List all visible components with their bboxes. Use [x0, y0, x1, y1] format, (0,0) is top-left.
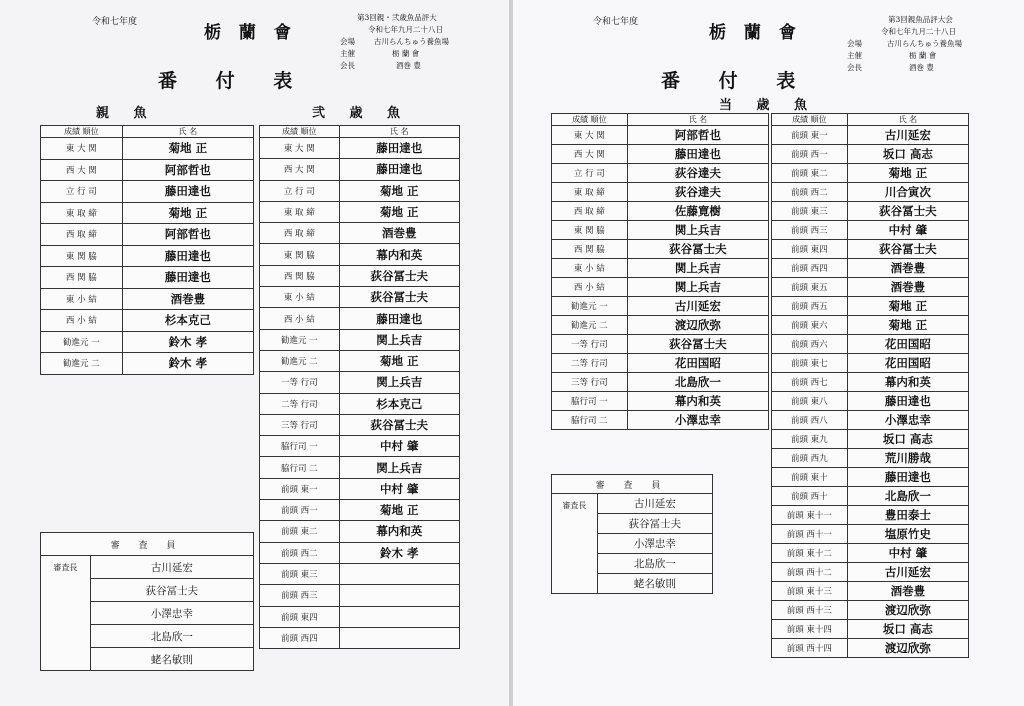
name-cell: 中村 肇 — [339, 478, 459, 499]
rank-cell: 立 行 司 — [260, 180, 340, 201]
name-cell: 菊地 正 — [847, 297, 968, 316]
name-cell: 鈴木 孝 — [122, 353, 253, 375]
name-cell: 阿部哲也 — [122, 159, 253, 181]
name-cell — [339, 585, 459, 606]
chair: 酒巻 豊 — [396, 61, 421, 70]
ranking-row — [552, 354, 769, 373]
name-cell: 北島欣一 — [847, 487, 968, 506]
chief-judge-label: 審査長 — [41, 556, 91, 671]
ranking-row — [260, 542, 460, 563]
host: 栃 蘭 會 — [909, 51, 937, 60]
ranking-row — [552, 259, 769, 278]
name-cell: 花田国昭 — [627, 354, 768, 373]
rank-cell: 前頭 西一 — [260, 500, 340, 521]
ranking-row — [260, 372, 460, 393]
name-cell: 北島欣一 — [627, 373, 768, 392]
name-cell: 菊地 正 — [122, 138, 253, 160]
ranking-row — [260, 414, 460, 435]
nisai-section-title: 弐 歳 魚 — [312, 106, 411, 121]
rank-cell: 西 大 関 — [552, 145, 628, 164]
judge-name: 北島欣一 — [597, 554, 712, 574]
name-cell: 渡辺欣弥 — [627, 316, 768, 335]
ranking-row — [772, 202, 969, 221]
rank-cell: 東 関 脇 — [260, 244, 340, 265]
name-cell: 藤田達也 — [122, 245, 253, 267]
rank-cell: 前頭 西一 — [772, 145, 848, 164]
rank-cell: 前頭 西二 — [260, 542, 340, 563]
name-cell: 荒川勝哉 — [847, 449, 968, 468]
ranking-row — [772, 582, 969, 601]
name-cell: 幕内和英 — [339, 521, 459, 542]
banzuke-title: 番 付 表 — [661, 70, 812, 92]
rank-cell: 前頭 西十一 — [772, 525, 848, 544]
name-cell: 小澤忠幸 — [627, 411, 768, 430]
rank-cell: 前頭 西十二 — [772, 563, 848, 582]
name-cell: 渡辺欣弥 — [847, 639, 968, 658]
ranking-row — [772, 164, 969, 183]
name-cell: 荻谷冨士夫 — [847, 240, 968, 259]
rank-cell: 前頭 西三 — [772, 221, 848, 240]
rank-cell: 西 関 脇 — [552, 240, 628, 259]
ranking-row — [772, 335, 969, 354]
rank-cell: 前頭 西三 — [260, 585, 340, 606]
name-cell — [339, 627, 459, 648]
judge-name: 古川延宏 — [90, 556, 253, 579]
name-cell: 菊地 正 — [339, 500, 459, 521]
col-rank-header: 成績 順位 — [41, 126, 123, 138]
ranking-row — [772, 259, 969, 278]
ranking-row — [552, 297, 769, 316]
rank-cell: 前頭 東八 — [772, 392, 848, 411]
name-cell: 幕内和英 — [339, 244, 459, 265]
ranking-row — [260, 287, 460, 308]
host: 栃 蘭 會 — [392, 49, 420, 58]
chair: 酒巻 豊 — [909, 63, 934, 72]
name-cell: 幕内和英 — [627, 392, 768, 411]
event-name: 第3回親魚品評大会 — [888, 15, 953, 24]
rank-cell: 一等 行司 — [552, 335, 628, 354]
col-name-header: 氏 名 — [847, 114, 968, 126]
name-cell: 阿部哲也 — [627, 126, 768, 145]
ranking-row — [552, 278, 769, 297]
name-cell: 関上兵吉 — [339, 457, 459, 478]
ranking-row — [552, 240, 769, 259]
chair-label: 会長 — [847, 63, 862, 72]
judges-table — [551, 474, 713, 594]
rank-cell: 前頭 東一 — [260, 478, 340, 499]
name-cell: 関上兵吉 — [339, 329, 459, 350]
ranking-row — [552, 221, 769, 240]
tosai-table-left — [551, 113, 769, 430]
rank-cell: 前頭 西十三 — [772, 601, 848, 620]
ranking-row — [260, 436, 460, 457]
ranking-row — [260, 627, 460, 648]
judge-name: 小澤忠幸 — [597, 534, 712, 554]
ranking-row — [260, 223, 460, 244]
name-cell — [339, 563, 459, 584]
name-cell: 幕内和英 — [847, 373, 968, 392]
rank-cell: 前頭 西六 — [772, 335, 848, 354]
ranking-row — [772, 506, 969, 525]
right-page — [513, 0, 1024, 706]
era-label: 令和七年度 — [593, 17, 639, 27]
ranking-row — [552, 335, 769, 354]
ranking-row — [260, 585, 460, 606]
rank-cell: 前頭 東十三 — [772, 582, 848, 601]
rank-cell: 勧進元 一 — [260, 329, 340, 350]
rank-cell: 東 関 脇 — [41, 245, 123, 267]
ranking-row — [260, 180, 460, 201]
ranking-row — [552, 373, 769, 392]
name-cell: 阿部哲也 — [122, 224, 253, 246]
ranking-row — [772, 240, 969, 259]
name-cell: 鈴木 孝 — [339, 542, 459, 563]
rank-cell: 西 関 脇 — [260, 265, 340, 286]
judges-header: 審 査 員 — [41, 533, 254, 556]
rank-cell: 前頭 東七 — [772, 354, 848, 373]
name-cell: 菊地 正 — [339, 180, 459, 201]
rank-cell: 前頭 東九 — [772, 430, 848, 449]
name-cell: 荻谷冨士夫 — [627, 240, 768, 259]
name-cell: 酒巻豊 — [847, 582, 968, 601]
col-rank-header: 成績 順位 — [260, 126, 340, 138]
rank-cell: 西 大 関 — [41, 159, 123, 181]
judges-header: 審 査 員 — [552, 475, 713, 494]
judge-name: 荻谷冨士夫 — [597, 514, 712, 534]
venue-label: 会場 — [340, 37, 355, 46]
ranking-row — [772, 316, 969, 335]
name-cell: 塩原竹史 — [847, 525, 968, 544]
judges-table — [40, 532, 254, 671]
ranking-row — [552, 392, 769, 411]
name-cell: 佐藤寛樹 — [627, 202, 768, 221]
ranking-row — [260, 393, 460, 414]
ranking-row — [772, 544, 969, 563]
rank-cell: 脇行司 一 — [260, 436, 340, 457]
rank-cell: 勧進元 一 — [552, 297, 628, 316]
rank-cell: 東 小 結 — [260, 287, 340, 308]
rank-cell: 前頭 東三 — [260, 563, 340, 584]
rank-cell: 立 行 司 — [552, 164, 628, 183]
ranking-row — [260, 563, 460, 584]
club-title: 栃 蘭 會 — [204, 23, 297, 43]
name-cell: 藤田達也 — [339, 308, 459, 329]
rank-cell: 東 取 締 — [260, 201, 340, 222]
rank-cell: 勧進元 二 — [552, 316, 628, 335]
rank-cell: 三等 行司 — [260, 414, 340, 435]
col-name-header: 氏 名 — [627, 114, 768, 126]
host-label: 主催 — [340, 49, 355, 58]
name-cell: 藤田達也 — [122, 267, 253, 289]
ranking-row — [552, 316, 769, 335]
ranking-row — [772, 430, 969, 449]
event-date: 令和七年九月二十八日 — [368, 25, 443, 34]
name-cell: 荻谷冨士夫 — [627, 335, 768, 354]
rank-cell: 西 小 結 — [260, 308, 340, 329]
rank-cell: 前頭 西五 — [772, 297, 848, 316]
ranking-row — [772, 126, 969, 145]
judge-name: 蛯名敏則 — [90, 648, 253, 671]
name-cell: 坂口 高志 — [847, 430, 968, 449]
ranking-row — [260, 478, 460, 499]
ranking-row — [41, 202, 254, 224]
name-cell: 杉本克己 — [339, 393, 459, 414]
ranking-row — [41, 353, 254, 375]
name-cell: 渡辺欣弥 — [847, 601, 968, 620]
ranking-row — [260, 138, 460, 159]
ranking-row — [41, 331, 254, 353]
name-cell: 豊田泰士 — [847, 506, 968, 525]
rank-cell: 前頭 西十 — [772, 487, 848, 506]
rank-cell: 東 小 結 — [41, 288, 123, 310]
rank-cell: 前頭 東二 — [772, 164, 848, 183]
name-cell: 古川延宏 — [847, 563, 968, 582]
name-cell: 藤田達也 — [339, 138, 459, 159]
ranking-row — [260, 201, 460, 222]
left-page — [0, 0, 509, 706]
rank-cell: 東 大 関 — [41, 138, 123, 160]
name-cell: 藤田達也 — [339, 159, 459, 180]
col-name-header: 氏 名 — [339, 126, 459, 138]
name-cell: 藤田達也 — [627, 145, 768, 164]
rank-cell: 勧進元 二 — [41, 353, 123, 375]
name-cell: 古川延宏 — [847, 126, 968, 145]
name-cell: 中村 肇 — [847, 544, 968, 563]
name-cell: 関上兵吉 — [627, 259, 768, 278]
rank-cell: 立 行 司 — [41, 181, 123, 203]
oya-table — [40, 125, 254, 375]
ranking-row — [772, 601, 969, 620]
judge-name: 古川延宏 — [597, 494, 712, 514]
name-cell: 荻谷達夫 — [627, 183, 768, 202]
judge-row — [552, 494, 713, 514]
name-cell: 菊地 正 — [847, 316, 968, 335]
name-cell: 関上兵吉 — [339, 372, 459, 393]
name-cell: 関上兵吉 — [627, 221, 768, 240]
rank-cell: 西 取 締 — [41, 224, 123, 246]
ranking-row — [41, 310, 254, 332]
name-cell: 藤田達也 — [847, 468, 968, 487]
venue: 古川らんちゅう養魚場 — [887, 39, 962, 48]
name-cell: 花田国昭 — [847, 335, 968, 354]
ranking-row — [772, 487, 969, 506]
name-cell: 荻谷冨士夫 — [847, 202, 968, 221]
rank-cell: 西 小 結 — [41, 310, 123, 332]
name-cell: 藤田達也 — [847, 392, 968, 411]
ranking-row — [260, 606, 460, 627]
ranking-row — [772, 373, 969, 392]
ranking-row — [552, 145, 769, 164]
rank-cell: 前頭 東四 — [772, 240, 848, 259]
ranking-row — [772, 354, 969, 373]
ranking-row — [41, 288, 254, 310]
rank-cell: 勧進元 二 — [260, 350, 340, 371]
ranking-row — [772, 525, 969, 544]
ranking-row — [552, 164, 769, 183]
rank-cell: 二等 行司 — [552, 354, 628, 373]
judge-name: 北島欣一 — [90, 625, 253, 648]
col-rank-header: 成績 順位 — [552, 114, 628, 126]
rank-cell: 脇行司 二 — [552, 411, 628, 430]
venue: 古川らんちゅう養魚場 — [374, 37, 449, 46]
name-cell: 坂口 高志 — [847, 145, 968, 164]
ranking-row — [260, 457, 460, 478]
judge-name: 荻谷冨士夫 — [90, 579, 253, 602]
rank-cell: 前頭 東一 — [772, 126, 848, 145]
ranking-row — [41, 267, 254, 289]
rank-cell: 勧進元 一 — [41, 331, 123, 353]
ranking-row — [772, 145, 969, 164]
rank-cell: 西 取 締 — [552, 202, 628, 221]
name-cell: 菊地 正 — [339, 350, 459, 371]
name-cell: 菊地 正 — [122, 202, 253, 224]
rank-cell: 前頭 東十四 — [772, 620, 848, 639]
rank-cell: 前頭 西二 — [772, 183, 848, 202]
name-cell: 酒巻豊 — [339, 223, 459, 244]
venue-label: 会場 — [847, 39, 862, 48]
name-cell: 酒巻豊 — [847, 259, 968, 278]
rank-cell: 前頭 西四 — [260, 627, 340, 648]
chief-judge-label: 審査長 — [552, 494, 598, 594]
rank-cell: 三等 行司 — [552, 373, 628, 392]
name-cell: 酒巻豊 — [122, 288, 253, 310]
ranking-row — [260, 521, 460, 542]
rank-cell: 一等 行司 — [260, 372, 340, 393]
rank-cell: 前頭 東十二 — [772, 544, 848, 563]
ranking-row — [41, 159, 254, 181]
col-rank-header: 成績 順位 — [772, 114, 848, 126]
club-title: 栃 蘭 會 — [709, 23, 802, 43]
ranking-row — [772, 392, 969, 411]
rank-cell: 前頭 西十四 — [772, 639, 848, 658]
ranking-row — [552, 411, 769, 430]
name-cell: 菊地 正 — [847, 164, 968, 183]
rank-cell: 前頭 東四 — [260, 606, 340, 627]
rank-cell: 東 取 締 — [41, 202, 123, 224]
tosai-section-title: 当 歳 魚 — [719, 98, 818, 113]
name-cell: 川合寅次 — [847, 183, 968, 202]
ranking-row — [41, 224, 254, 246]
ranking-row — [772, 221, 969, 240]
rank-cell: 脇行司 一 — [552, 392, 628, 411]
chair-label: 会長 — [340, 61, 355, 70]
name-cell: 菊地 正 — [339, 201, 459, 222]
name-cell: 杉本克己 — [122, 310, 253, 332]
ranking-row — [41, 245, 254, 267]
name-cell: 中村 肇 — [847, 221, 968, 240]
rank-cell: 脇行司 二 — [260, 457, 340, 478]
ranking-row — [260, 329, 460, 350]
rank-cell: 前頭 東五 — [772, 278, 848, 297]
rank-cell: 前頭 東十 — [772, 468, 848, 487]
rank-cell: 前頭 西七 — [772, 373, 848, 392]
rank-cell: 西 小 結 — [552, 278, 628, 297]
rank-cell: 西 関 脇 — [41, 267, 123, 289]
event-name: 第3回親・弐歳魚品評大 — [357, 13, 437, 22]
rank-cell: 東 関 脇 — [552, 221, 628, 240]
judge-name: 小澤忠幸 — [90, 602, 253, 625]
rank-cell: 前頭 西四 — [772, 259, 848, 278]
ranking-row — [772, 468, 969, 487]
name-cell: 荻谷達夫 — [627, 164, 768, 183]
name-cell: 荻谷冨士夫 — [339, 265, 459, 286]
rank-cell: 東 小 結 — [552, 259, 628, 278]
ranking-row — [552, 126, 769, 145]
rank-cell: 西 大 関 — [260, 159, 340, 180]
name-cell: 鈴木 孝 — [122, 331, 253, 353]
name-cell: 藤田達也 — [122, 181, 253, 203]
name-cell: 坂口 高志 — [847, 620, 968, 639]
ranking-row — [772, 183, 969, 202]
ranking-row — [41, 138, 254, 160]
name-cell: 小澤忠幸 — [847, 411, 968, 430]
ranking-row — [260, 350, 460, 371]
rank-cell: 前頭 東三 — [772, 202, 848, 221]
oya-section-title: 親 魚 — [96, 106, 157, 121]
name-cell: 荻谷冨士夫 — [339, 287, 459, 308]
rank-cell: 前頭 東二 — [260, 521, 340, 542]
judge-row — [41, 556, 254, 579]
name-cell: 酒巻豊 — [847, 278, 968, 297]
host-label: 主催 — [847, 51, 862, 60]
ranking-row — [772, 278, 969, 297]
ranking-row — [260, 265, 460, 286]
rank-cell: 前頭 東六 — [772, 316, 848, 335]
name-cell: 花田国昭 — [847, 354, 968, 373]
ranking-row — [260, 500, 460, 521]
ranking-row — [260, 308, 460, 329]
ranking-row — [41, 181, 254, 203]
rank-cell: 西 取 締 — [260, 223, 340, 244]
rank-cell: 東 大 関 — [552, 126, 628, 145]
name-cell: 古川延宏 — [627, 297, 768, 316]
nisai-table — [259, 125, 460, 649]
ranking-row — [772, 620, 969, 639]
ranking-row — [260, 159, 460, 180]
ranking-row — [772, 449, 969, 468]
tosai-table-right — [771, 113, 969, 658]
name-cell: 中村 肇 — [339, 436, 459, 457]
rank-cell: 東 取 締 — [552, 183, 628, 202]
event-date: 令和七年九月二十八日 — [881, 27, 956, 36]
ranking-row — [552, 202, 769, 221]
name-cell — [339, 606, 459, 627]
banzuke-title: 番 付 表 — [158, 70, 309, 92]
rank-cell: 前頭 東十一 — [772, 506, 848, 525]
rank-cell: 前頭 西八 — [772, 411, 848, 430]
name-cell: 荻谷冨士夫 — [339, 414, 459, 435]
ranking-row — [552, 183, 769, 202]
ranking-row — [772, 411, 969, 430]
judge-name: 蛯名敏則 — [597, 574, 712, 594]
col-name-header: 氏 名 — [122, 126, 253, 138]
ranking-row — [260, 244, 460, 265]
rank-cell: 前頭 西九 — [772, 449, 848, 468]
rank-cell: 二等 行司 — [260, 393, 340, 414]
ranking-row — [772, 297, 969, 316]
era-label: 令和七年度 — [92, 17, 138, 27]
name-cell: 関上兵吉 — [627, 278, 768, 297]
ranking-row — [772, 563, 969, 582]
ranking-row — [772, 639, 969, 658]
rank-cell: 東 大 関 — [260, 138, 340, 159]
